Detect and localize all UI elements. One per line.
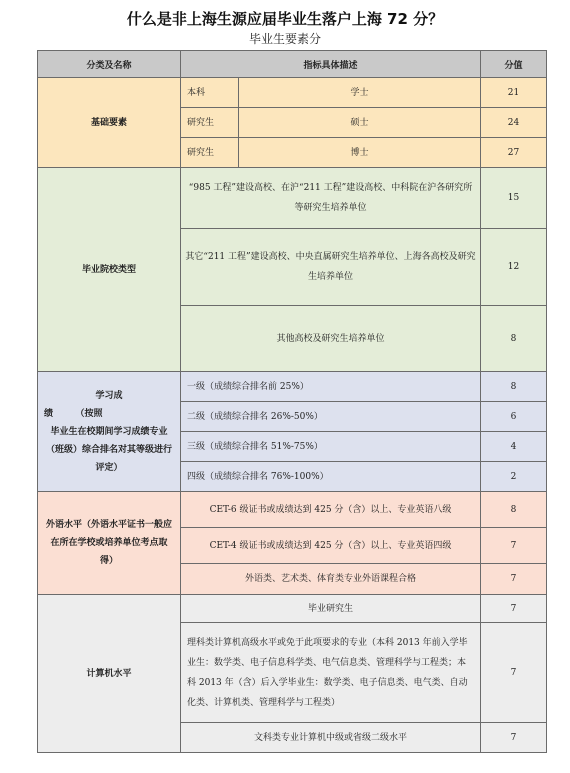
score-cell: 24 bbox=[481, 108, 547, 138]
score-cell: 8 bbox=[481, 372, 547, 402]
category-basic: 基础要素 bbox=[38, 78, 181, 168]
level-cell: 研究生 bbox=[181, 108, 239, 138]
header-score: 分值 bbox=[481, 51, 547, 78]
score-cell: 8 bbox=[481, 492, 547, 528]
score-cell: 12 bbox=[481, 229, 547, 306]
score-cell: 27 bbox=[481, 138, 547, 168]
table-header-row bbox=[38, 51, 547, 78]
score-cell: 7 bbox=[481, 528, 547, 564]
table-row bbox=[38, 372, 547, 402]
description-cell: 三级（成绩综合排名 51%-75%） bbox=[181, 432, 481, 462]
description-cell: 一级（成绩综合排名前 25%） bbox=[181, 372, 481, 402]
description-cell: 外语类、艺术类、体育类专业外语课程合格 bbox=[181, 564, 481, 595]
description-cell: “985 工程”建设高校、在沪“211 工程”建设高校、中科院在沪各研究所等研究生培养单位 bbox=[181, 168, 481, 229]
description-cell: 毕业研究生 bbox=[181, 595, 481, 623]
header-description: 指标具体描述 bbox=[181, 51, 481, 78]
description-cell: CET-6 级证书或成绩达到 425 分（含）以上、专业英语八级 bbox=[181, 492, 481, 528]
description-cell: CET-4 级证书或成绩达到 425 分（含）以上、专业英语四级 bbox=[181, 528, 481, 564]
header-category: 分类及名称 bbox=[38, 51, 181, 78]
category-computer: 计算机水平 bbox=[38, 595, 181, 753]
description-cell: 理科类计算机高级水平或免于此项要求的专业（本科 2013 年前入学毕业生：数学类、电子信息科学类、电气信息类、管理科学与工程类；本科 2013 年（含）后入学毕业生：数学类、电子信息类、电气类、自动化类、计算机类、管理科学与工程类） bbox=[181, 623, 481, 723]
category-grades-line3: 毕业生在校期间学习成绩专业（班级）综合排名对其等级进行评定） bbox=[45, 426, 172, 473]
level-cell: 研究生 bbox=[181, 138, 239, 168]
description-cell: 二级（成绩综合排名 26%-50%） bbox=[181, 402, 481, 432]
description-cell: 其它“211 工程”建设高校、中央直属研究生培养单位、上海各高校及研究生培养单位 bbox=[181, 229, 481, 306]
score-cell: 7 bbox=[481, 623, 547, 723]
table-row bbox=[38, 78, 547, 108]
table-row bbox=[38, 595, 547, 623]
description-cell: 其他高校及研究生培养单位 bbox=[181, 306, 481, 372]
category-grades-line2: 绩 （按照 bbox=[44, 408, 103, 419]
category-grades bbox=[38, 372, 181, 492]
description-cell: 四级（成绩综合排名 76%-100%） bbox=[181, 462, 481, 492]
level-cell: 本科 bbox=[181, 78, 239, 108]
category-language: 外语水平（外语水平证书一般应在所在学校或培养单位考点取得） bbox=[38, 492, 181, 595]
score-cell: 7 bbox=[481, 723, 547, 753]
score-cell: 7 bbox=[481, 564, 547, 595]
degree-cell: 硕士 bbox=[239, 108, 481, 138]
score-cell: 21 bbox=[481, 78, 547, 108]
table-row bbox=[38, 168, 547, 229]
table-row bbox=[38, 492, 547, 528]
category-school: 毕业院校类型 bbox=[38, 168, 181, 372]
score-cell: 8 bbox=[481, 306, 547, 372]
score-cell: 6 bbox=[481, 402, 547, 432]
degree-cell: 博士 bbox=[239, 138, 481, 168]
score-cell: 4 bbox=[481, 432, 547, 462]
description-cell: 文科类专业计算机中级或省级二级水平 bbox=[181, 723, 481, 753]
score-cell: 2 bbox=[481, 462, 547, 492]
category-grades-line1: 学习成 bbox=[95, 390, 123, 401]
score-table bbox=[37, 50, 547, 753]
score-cell: 15 bbox=[481, 168, 547, 229]
degree-cell: 学士 bbox=[239, 78, 481, 108]
page-subtitle: 毕业生要素分 bbox=[248, 32, 321, 46]
page-title: 什么是非上海生源应届毕业生落户上海 72 分？ bbox=[126, 10, 444, 28]
score-cell: 7 bbox=[481, 595, 547, 623]
